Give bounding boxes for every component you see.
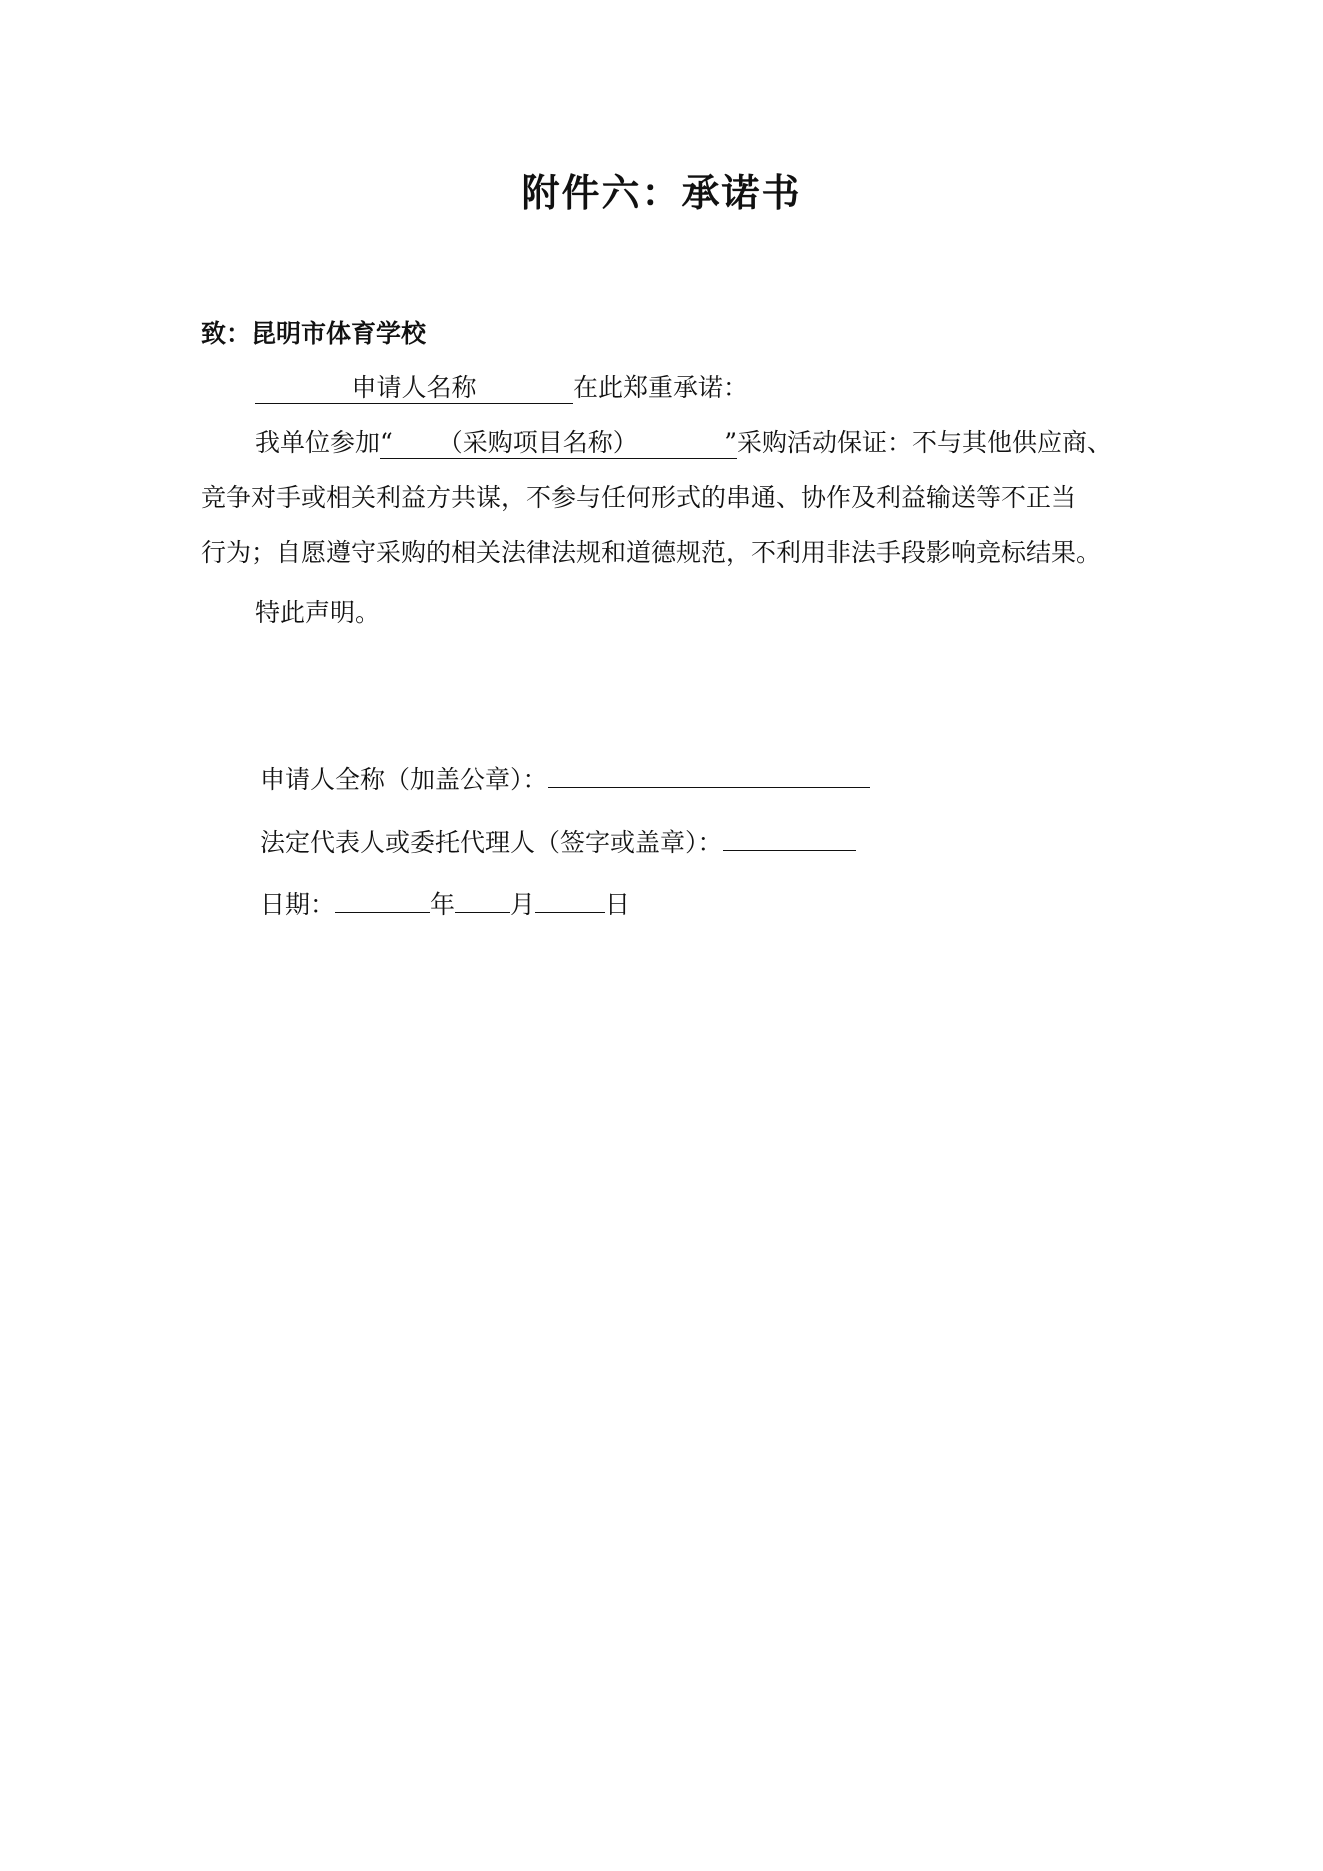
year-label: 年 <box>430 890 456 919</box>
representative-signature-line <box>260 825 856 861</box>
pledge-intro-text: 在此郑重承诺： <box>573 373 749 402</box>
day-label: 日 <box>605 890 631 919</box>
pledge-intro-line <box>255 370 748 406</box>
addressee: 致：昆明市体育学校 <box>201 319 427 348</box>
project-name-field[interactable] <box>380 428 737 459</box>
applicant-signature-line <box>260 762 870 798</box>
applicant-fullname-field[interactable] <box>548 765 870 788</box>
date-label: 日期： <box>260 890 336 919</box>
applicant-fullname-label: 申请人全称（加盖公章）： <box>260 765 548 794</box>
year-field[interactable] <box>335 890 430 913</box>
month-field[interactable] <box>455 890 510 913</box>
document-title: 附件六：承诺书 <box>521 171 802 215</box>
paragraph1-line3: 行为；自愿遵守采购的相关法律法规和道德规范，不利用非法手段影响竞标结果。 <box>201 538 1102 567</box>
day-field[interactable] <box>535 890 605 913</box>
project-name-placeholder: （采购项目名称） <box>437 428 638 457</box>
date-line <box>260 887 630 923</box>
applicant-name-field[interactable] <box>255 373 573 404</box>
close-quote: ” <box>724 428 738 457</box>
representative-field[interactable] <box>723 828 856 851</box>
paragraph1-line1 <box>255 425 1112 461</box>
declaration: 特此声明。 <box>255 598 381 627</box>
applicant-name-placeholder: 申请人名称 <box>351 373 477 402</box>
open-quote: “ <box>380 428 393 457</box>
paragraph1-prefix: 我单位参加 <box>255 428 381 457</box>
paragraph1-line2: 竞争对手或相关利益方共谋，不参与任何形式的串通、协作及利益输送等不正当 <box>201 483 1077 512</box>
representative-label: 法定代表人或委托代理人（签字或盖章）： <box>260 828 723 857</box>
month-label: 月 <box>510 890 536 919</box>
paragraph1-suffix: 采购活动保证：不与其他供应商、 <box>737 428 1113 457</box>
